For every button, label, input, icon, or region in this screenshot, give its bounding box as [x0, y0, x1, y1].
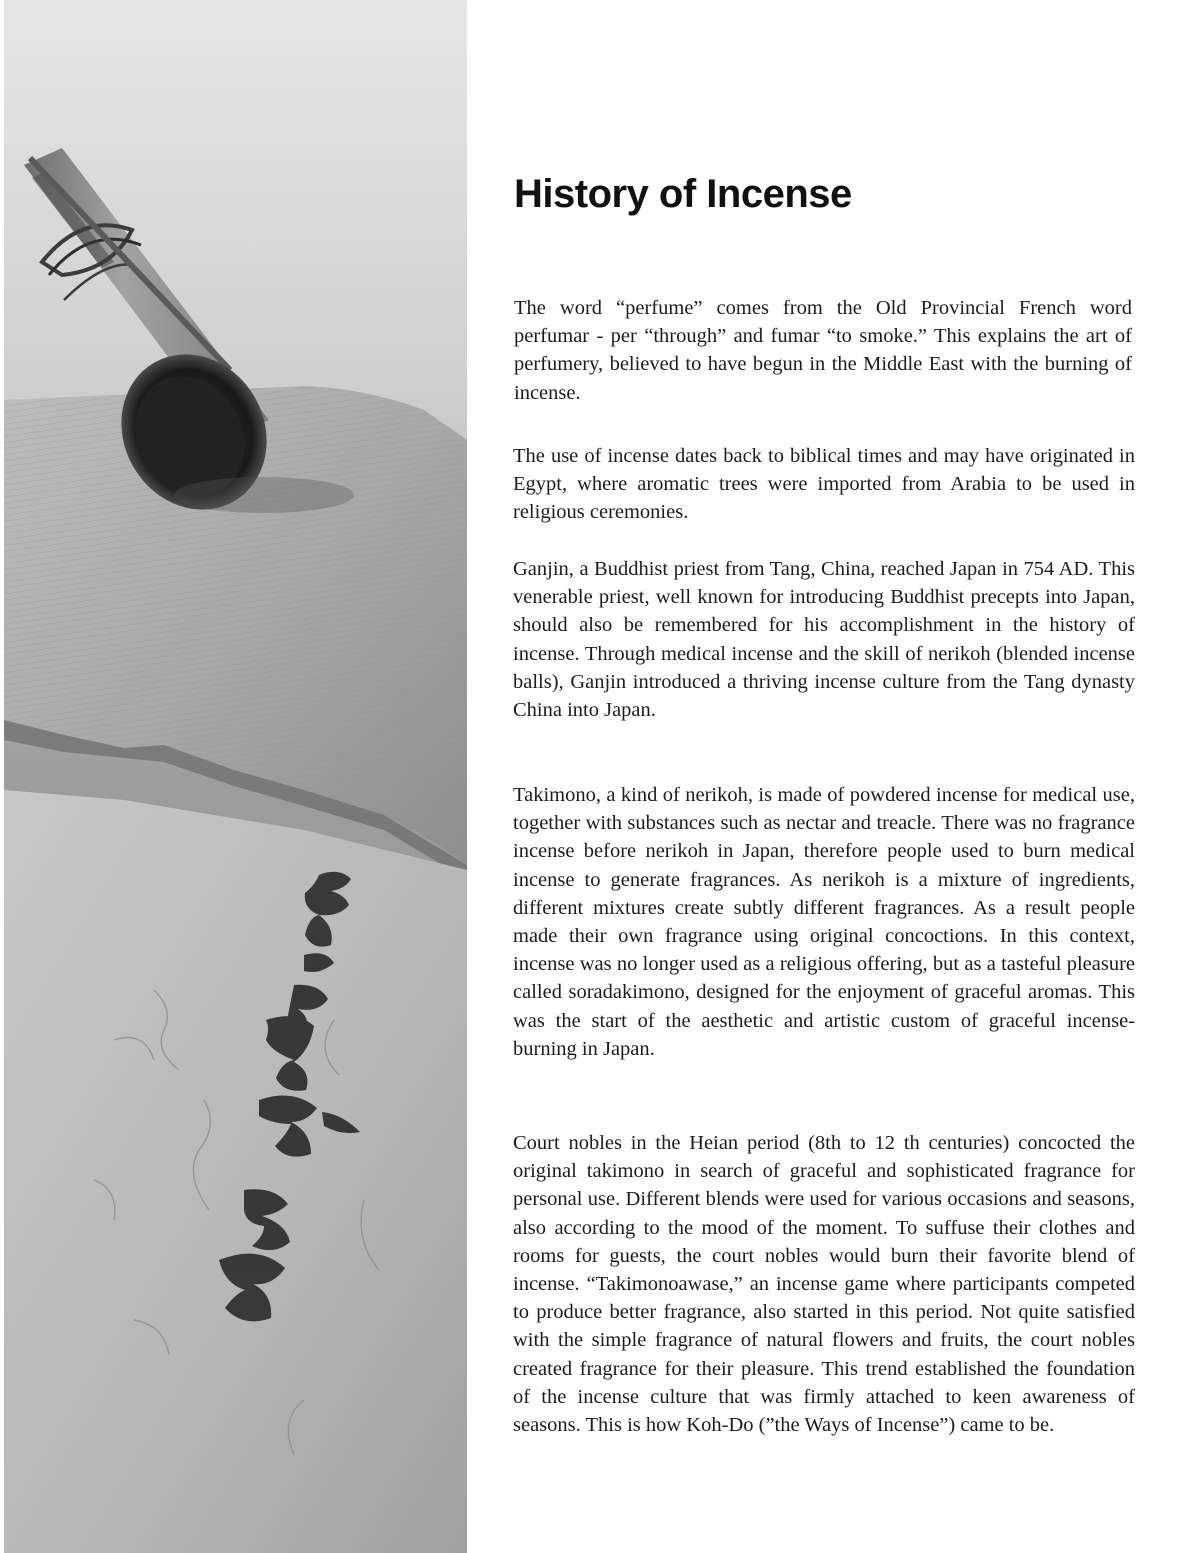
scroll-illustration: [4, 0, 467, 1553]
scroll-photograph: [4, 0, 467, 1553]
paragraph-heian-period: Court nobles in the Heian period (8th to 12 th centuries) concocted the original takimono in search of graceful and sophisticated fragrance for personal use. Different blends were used for various occasions and seasons, also according to the mood of the moment. To suffuse their clothes and rooms for guests, the court nobles would burn their favorite blend of incense. “Takimonoawase,” an incense game where participants competed to produce better fragrance, also started in this period. Not quite satisfied with the simple fragrance of natural flowers and fruits, the court nobles created fragrance for their pleasure. This trend established the foundation of the incense culture that was firmly attached to keen awareness of seasons. This is how Koh-Do (”the Ways of Incense”) came to be.: [513, 1132, 1135, 1437]
paragraph-takimono: Takimono, a kind of nerikoh, is made of powdered incense for medical use, together with substances such as nectar and treacle. There was no fragrance incense before nerikoh in Japan, therefore people used to burn medical incense to generate fragrances. As nerikoh is a mixture of ingredients, different mixtures create subtly different fragrances. As a result people made their own fragrance using original concoctions. In this context, incense was no longer used as a religious offering, but as a tasteful pleasure called soradakimono, designed for the enjoyment of graceful aromas. This was the start of the aesthetic and artistic custom of graceful incense-burning in Japan.: [513, 784, 1135, 1060]
paragraph-ganjin: Ganjin, a Buddhist priest from Tang, China, reached Japan in 754 AD. This venerable priest, well known for introducing Buddhist precepts into Japan, should also be remembered for his accomplishment in the history of incense. Through medical incense and the skill of nerikoh (blended incense balls), Ganjin introduced a thriving incense culture from the Tang dynasty China into Japan.: [513, 558, 1135, 722]
page-title: History of Incense: [514, 172, 852, 216]
paragraph-biblical-origins: The use of incense dates back to biblical times and may have originated in Egypt, where aromatic trees were imported from Arabia to be used in religious ceremonies.: [513, 445, 1135, 524]
paragraph-perfume-etymology: The word “perfume” comes from the Old Provincial French word perfumar - per “through” and fumar “to smoke.” This explains the art of perfumery, believed to have begun in the Middle East with the burning of incense.: [514, 297, 1132, 404]
